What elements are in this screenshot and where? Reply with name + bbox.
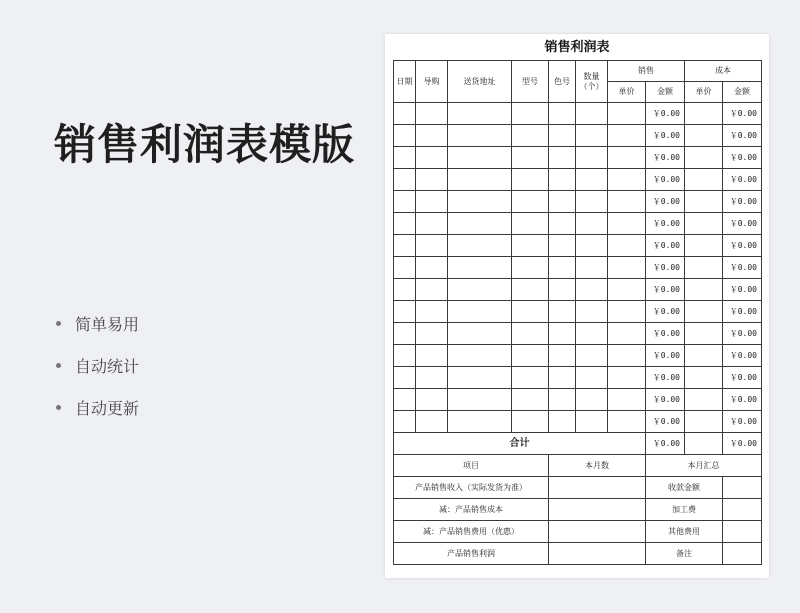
table-cell[interactable] bbox=[394, 301, 416, 323]
table-cell[interactable] bbox=[685, 367, 723, 389]
table-cell[interactable] bbox=[549, 389, 576, 411]
feature-label: 自动更新 bbox=[75, 399, 140, 418]
table-cell[interactable] bbox=[512, 235, 549, 257]
table-cell[interactable] bbox=[549, 301, 576, 323]
table-cell[interactable] bbox=[512, 279, 549, 301]
table-cell[interactable] bbox=[394, 147, 416, 169]
table-cell[interactable] bbox=[416, 235, 448, 257]
header-cost-unit-price: 单价 bbox=[685, 82, 723, 103]
table-cell[interactable] bbox=[394, 279, 416, 301]
summary-header-row bbox=[394, 455, 762, 477]
table-cell[interactable] bbox=[576, 103, 608, 125]
profit-table bbox=[393, 60, 762, 565]
summary-month-value[interactable] bbox=[549, 543, 646, 565]
table-cell[interactable] bbox=[416, 279, 448, 301]
table-cell[interactable] bbox=[549, 125, 576, 147]
bullet-icon bbox=[56, 363, 61, 368]
table-cell[interactable] bbox=[394, 323, 416, 345]
table-cell[interactable] bbox=[549, 191, 576, 213]
table-cell bbox=[685, 433, 723, 455]
table-cell[interactable] bbox=[685, 125, 723, 147]
table-cell[interactable] bbox=[549, 169, 576, 191]
summary-right-label: 加工费 bbox=[646, 499, 723, 521]
table-cell[interactable] bbox=[448, 213, 512, 235]
table-row bbox=[394, 279, 762, 301]
page-title: 销售利润表模版 bbox=[54, 120, 356, 169]
table-row bbox=[394, 235, 762, 257]
table-cell[interactable] bbox=[448, 169, 512, 191]
header-cost: 成本 bbox=[685, 61, 762, 82]
table-cell[interactable] bbox=[394, 191, 416, 213]
table-cell[interactable]: ￥0.00 bbox=[723, 367, 762, 389]
table-cell[interactable] bbox=[394, 125, 416, 147]
table-cell[interactable] bbox=[576, 411, 608, 433]
table-cell[interactable] bbox=[576, 191, 608, 213]
bullet-icon bbox=[56, 321, 61, 326]
summary-right-label: 备注 bbox=[646, 543, 723, 565]
table-cell[interactable] bbox=[448, 345, 512, 367]
feature-item bbox=[56, 312, 139, 354]
table-cell[interactable] bbox=[416, 103, 448, 125]
header-color: 色号 bbox=[549, 61, 576, 103]
table-cell[interactable] bbox=[448, 279, 512, 301]
table-cell[interactable] bbox=[512, 345, 549, 367]
table-cell[interactable] bbox=[608, 367, 646, 389]
table-cell[interactable] bbox=[512, 367, 549, 389]
table-cell[interactable] bbox=[394, 257, 416, 279]
header-address: 送货地址 bbox=[448, 61, 512, 103]
table-cell[interactable] bbox=[685, 257, 723, 279]
table-cell[interactable] bbox=[685, 411, 723, 433]
table-cell[interactable] bbox=[685, 103, 723, 125]
header-sales-amount: 金额 bbox=[646, 82, 685, 103]
table-cell[interactable] bbox=[549, 411, 576, 433]
table-cell[interactable]: ￥0.00 bbox=[723, 147, 762, 169]
table-cell[interactable] bbox=[576, 301, 608, 323]
table-cell[interactable] bbox=[512, 213, 549, 235]
table-cell[interactable] bbox=[608, 103, 646, 125]
left-panel bbox=[0, 0, 380, 613]
table-cell[interactable] bbox=[549, 213, 576, 235]
table-cell[interactable] bbox=[394, 345, 416, 367]
table-cell[interactable] bbox=[512, 147, 549, 169]
table-cell[interactable]: ￥0.00 bbox=[723, 389, 762, 411]
table-cell[interactable]: ￥0.00 bbox=[723, 125, 762, 147]
table-cell[interactable] bbox=[394, 235, 416, 257]
table-cell[interactable] bbox=[608, 389, 646, 411]
table-cell[interactable] bbox=[549, 367, 576, 389]
table-cell[interactable] bbox=[512, 125, 549, 147]
table-cell[interactable]: ￥0.00 bbox=[723, 323, 762, 345]
table-cell[interactable] bbox=[512, 389, 549, 411]
summary-row bbox=[394, 477, 762, 499]
table-cell[interactable] bbox=[608, 213, 646, 235]
summary-right-value[interactable] bbox=[723, 477, 762, 499]
table-cell[interactable] bbox=[394, 389, 416, 411]
summary-month-value[interactable] bbox=[549, 499, 646, 521]
table-cell[interactable] bbox=[576, 169, 608, 191]
table-cell[interactable] bbox=[448, 235, 512, 257]
header-qty: 数量（个） bbox=[576, 61, 608, 103]
table-cell[interactable] bbox=[685, 301, 723, 323]
table-row bbox=[394, 389, 762, 411]
summary-row bbox=[394, 521, 762, 543]
table-cell[interactable] bbox=[448, 257, 512, 279]
header-sales-unit-price: 单价 bbox=[608, 82, 646, 103]
total-sales-amount: ￥0.00 bbox=[646, 433, 685, 455]
summary-header-item: 项目 bbox=[394, 455, 549, 477]
table-cell[interactable] bbox=[512, 257, 549, 279]
table-cell[interactable]: ￥0.00 bbox=[646, 279, 685, 301]
table-cell[interactable] bbox=[549, 279, 576, 301]
table-cell[interactable]: ￥0.00 bbox=[723, 213, 762, 235]
table-cell[interactable] bbox=[576, 345, 608, 367]
table-cell[interactable] bbox=[576, 213, 608, 235]
table-cell[interactable] bbox=[416, 257, 448, 279]
table-cell[interactable] bbox=[448, 389, 512, 411]
table-cell[interactable]: ￥0.00 bbox=[646, 235, 685, 257]
summary-right-label: 收款金额 bbox=[646, 477, 723, 499]
sheet-preview bbox=[385, 34, 769, 578]
table-cell[interactable] bbox=[512, 323, 549, 345]
table-cell[interactable] bbox=[685, 147, 723, 169]
summary-right-value[interactable] bbox=[723, 521, 762, 543]
header-guide: 导购 bbox=[416, 61, 448, 103]
table-cell[interactable] bbox=[576, 257, 608, 279]
table-cell[interactable]: ￥0.00 bbox=[723, 279, 762, 301]
table-cell[interactable] bbox=[685, 213, 723, 235]
table-cell[interactable]: ￥0.00 bbox=[723, 169, 762, 191]
table-cell[interactable] bbox=[608, 169, 646, 191]
table-cell[interactable] bbox=[416, 125, 448, 147]
table-cell[interactable] bbox=[512, 191, 549, 213]
table-cell[interactable] bbox=[608, 323, 646, 345]
table-cell[interactable] bbox=[685, 279, 723, 301]
table-cell[interactable] bbox=[685, 235, 723, 257]
table-cell[interactable] bbox=[416, 213, 448, 235]
table-cell[interactable]: ￥0.00 bbox=[646, 367, 685, 389]
table-cell[interactable] bbox=[576, 389, 608, 411]
table-cell[interactable] bbox=[448, 147, 512, 169]
table-row bbox=[394, 323, 762, 345]
table-cell[interactable] bbox=[448, 191, 512, 213]
table-cell[interactable] bbox=[512, 301, 549, 323]
table-cell[interactable]: ￥0.00 bbox=[646, 103, 685, 125]
table-cell[interactable]: ￥0.00 bbox=[723, 191, 762, 213]
table-cell[interactable] bbox=[549, 323, 576, 345]
table-cell[interactable] bbox=[394, 367, 416, 389]
total-row bbox=[394, 433, 762, 455]
feature-item bbox=[56, 396, 139, 438]
table-cell[interactable]: ￥0.00 bbox=[646, 125, 685, 147]
table-cell[interactable] bbox=[416, 411, 448, 433]
table-cell[interactable]: ￥0.00 bbox=[723, 345, 762, 367]
feature-list bbox=[56, 312, 139, 438]
table-cell[interactable]: ￥0.00 bbox=[646, 389, 685, 411]
table-cell[interactable] bbox=[576, 279, 608, 301]
table-row bbox=[394, 301, 762, 323]
summary-header-month: 本月数 bbox=[549, 455, 646, 477]
table-cell[interactable] bbox=[448, 103, 512, 125]
header-date: 日期 bbox=[394, 61, 416, 103]
table-cell[interactable] bbox=[512, 103, 549, 125]
table-cell[interactable] bbox=[576, 147, 608, 169]
summary-month-value[interactable] bbox=[549, 521, 646, 543]
table-cell[interactable]: ￥0.00 bbox=[646, 191, 685, 213]
table-cell[interactable] bbox=[448, 367, 512, 389]
table-cell[interactable] bbox=[608, 345, 646, 367]
table-cell[interactable] bbox=[416, 323, 448, 345]
table-row bbox=[394, 125, 762, 147]
table-cell[interactable] bbox=[685, 323, 723, 345]
table-cell[interactable]: ￥0.00 bbox=[646, 257, 685, 279]
table-cell[interactable] bbox=[576, 323, 608, 345]
total-label: 合计 bbox=[394, 433, 646, 455]
table-cell[interactable] bbox=[512, 411, 549, 433]
table-cell[interactable] bbox=[416, 147, 448, 169]
table-cell[interactable] bbox=[416, 191, 448, 213]
summary-header-total: 本月汇总 bbox=[646, 455, 762, 477]
table-cell[interactable] bbox=[394, 213, 416, 235]
table-cell[interactable] bbox=[608, 147, 646, 169]
table-cell[interactable] bbox=[549, 345, 576, 367]
table-cell[interactable] bbox=[394, 411, 416, 433]
table-cell[interactable]: ￥0.00 bbox=[646, 301, 685, 323]
table-cell[interactable] bbox=[416, 345, 448, 367]
table-row bbox=[394, 257, 762, 279]
summary-right-label: 其他费用 bbox=[646, 521, 723, 543]
table-cell[interactable] bbox=[608, 235, 646, 257]
table-cell[interactable] bbox=[448, 301, 512, 323]
table-row bbox=[394, 411, 762, 433]
table-row bbox=[394, 103, 762, 125]
header-model: 型号 bbox=[512, 61, 549, 103]
summary-item-label: 产品销售收入（实际发货为准） bbox=[394, 477, 549, 499]
feature-label: 简单易用 bbox=[75, 315, 140, 334]
table-cell[interactable] bbox=[448, 125, 512, 147]
summary-row bbox=[394, 499, 762, 521]
table-row bbox=[394, 191, 762, 213]
table-cell[interactable]: ￥0.00 bbox=[723, 257, 762, 279]
table-cell[interactable] bbox=[416, 367, 448, 389]
table-cell[interactable] bbox=[549, 235, 576, 257]
summary-item-label: 产品销售利润 bbox=[394, 543, 549, 565]
sheet-title: 销售利润表 bbox=[544, 40, 610, 55]
table-cell[interactable] bbox=[608, 279, 646, 301]
table-cell[interactable] bbox=[608, 257, 646, 279]
summary-row bbox=[394, 543, 762, 565]
table-cell[interactable] bbox=[416, 301, 448, 323]
table-cell[interactable]: ￥0.00 bbox=[646, 323, 685, 345]
table-cell[interactable] bbox=[685, 169, 723, 191]
table-cell[interactable]: ￥0.00 bbox=[646, 411, 685, 433]
table-row bbox=[394, 147, 762, 169]
table-cell[interactable] bbox=[512, 169, 549, 191]
table-cell[interactable]: ￥0.00 bbox=[646, 213, 685, 235]
feature-item bbox=[56, 354, 139, 396]
table-cell[interactable] bbox=[608, 301, 646, 323]
table-cell[interactable]: ￥0.00 bbox=[723, 235, 762, 257]
table-cell[interactable]: ￥0.00 bbox=[646, 147, 685, 169]
summary-month-value[interactable] bbox=[549, 477, 646, 499]
table-cell[interactable] bbox=[685, 191, 723, 213]
header-sales: 销售 bbox=[608, 61, 685, 82]
feature-label: 自动统计 bbox=[75, 357, 140, 376]
table-cell[interactable] bbox=[608, 125, 646, 147]
summary-item-label: 减：产品销售费用（优惠） bbox=[394, 521, 549, 543]
header-cost-amount: 金额 bbox=[723, 82, 762, 103]
table-cell[interactable]: ￥0.00 bbox=[723, 103, 762, 125]
table-cell[interactable]: ￥0.00 bbox=[723, 301, 762, 323]
table-cell[interactable]: ￥0.00 bbox=[646, 169, 685, 191]
table-cell[interactable] bbox=[549, 103, 576, 125]
bullet-icon bbox=[56, 405, 61, 410]
table-cell[interactable] bbox=[448, 323, 512, 345]
table-cell[interactable] bbox=[416, 169, 448, 191]
table-cell[interactable] bbox=[576, 125, 608, 147]
table-cell[interactable]: ￥0.00 bbox=[646, 345, 685, 367]
table-cell[interactable] bbox=[549, 257, 576, 279]
table-cell[interactable]: ￥0.00 bbox=[723, 411, 762, 433]
summary-right-value[interactable] bbox=[723, 543, 762, 565]
table-cell[interactable] bbox=[608, 411, 646, 433]
table-cell[interactable] bbox=[576, 367, 608, 389]
table-cell[interactable] bbox=[608, 191, 646, 213]
table-cell[interactable] bbox=[576, 235, 608, 257]
table-cell[interactable] bbox=[394, 169, 416, 191]
table-cell[interactable] bbox=[685, 345, 723, 367]
table-cell[interactable] bbox=[448, 411, 512, 433]
table-row bbox=[394, 169, 762, 191]
table-row bbox=[394, 213, 762, 235]
table-cell[interactable] bbox=[416, 389, 448, 411]
table-cell[interactable] bbox=[394, 103, 416, 125]
summary-right-value[interactable] bbox=[723, 499, 762, 521]
total-cost-amount: ￥0.00 bbox=[723, 433, 762, 455]
summary-item-label: 减：产品销售成本 bbox=[394, 499, 549, 521]
table-cell[interactable] bbox=[685, 389, 723, 411]
table-row bbox=[394, 367, 762, 389]
table-cell[interactable] bbox=[549, 147, 576, 169]
table-row bbox=[394, 345, 762, 367]
